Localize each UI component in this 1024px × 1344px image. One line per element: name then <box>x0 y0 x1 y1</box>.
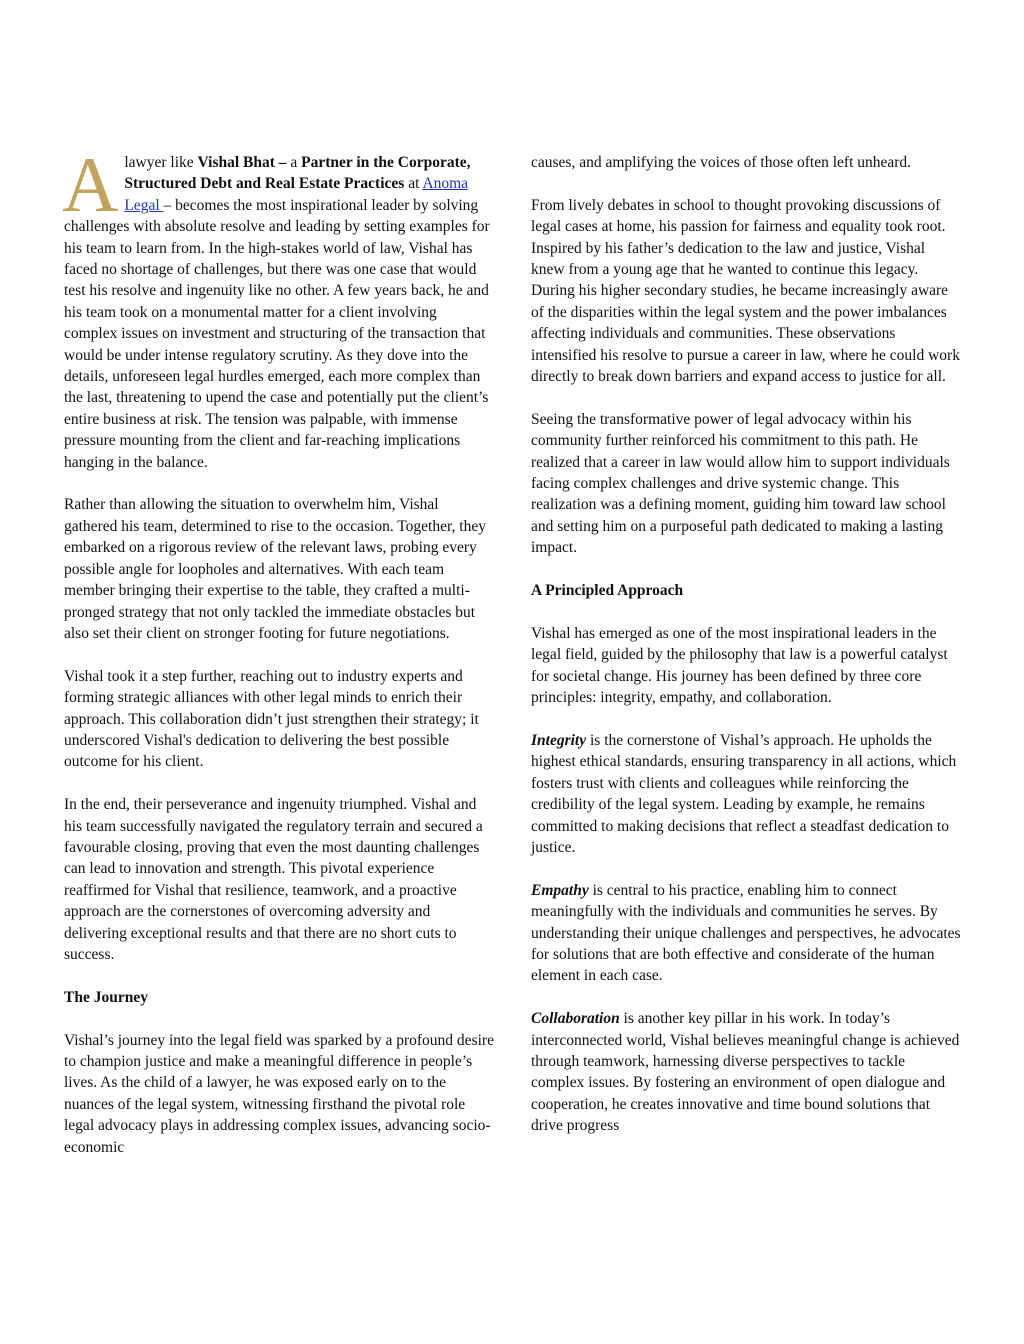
empathy-term: Empathy <box>531 881 589 899</box>
person-name: Vishal Bhat – <box>197 154 287 171</box>
empathy-paragraph <box>531 880 962 987</box>
section-heading: The Journey <box>64 988 148 1006</box>
paragraph: Vishal took it a step further, reaching out to industry experts and forming strategic alliances with other legal minds to enrich their approach. This collaboration didn’t just strengthen their strategy; it underscored Vishal's dedication to delivering the best possible outcome for his client. <box>64 667 479 771</box>
paragraph: Vishal’s journey into the legal field was sparked by a profound desire to champion justice and make a meaningful difference in people’s lives. As the child of a lawyer, he was exposed early on to the nuances of the legal system, witnessing firsthand the pivotal role legal advocacy plays in addressing complex issues, advancing socio-economic <box>64 1031 494 1156</box>
paragraph: In the end, their perseverance and ingenuity triumphed. Vishal and his team successfully navigated the regulatory terrain and secured a favourable closing, proving that even the most daunting challenges can lead to innovation and strength. This pivotal experience reaffirmed for Vishal that resilience, teamwork, and a proactive approach are the cornerstones of overcoming adversity and delivering exceptional results and that there are no short cuts to success. <box>64 796 483 963</box>
collaboration-paragraph <box>531 1008 962 1136</box>
collaboration-term: Collaboration <box>531 1010 620 1028</box>
firm-link[interactable]: Anoma Legal <box>124 175 469 214</box>
left-column <box>62 141 494 1179</box>
intro-text: lawyer like <box>124 154 198 171</box>
empathy-text: is central to his practice, enabling him to connect meaningfully with the individuals and communities he serves. By understanding their unique challenges and perspectives, he advocates for solutions that are both effective and considerate of the human element in each case. <box>531 881 961 985</box>
integrity-term: Integrity <box>531 731 587 749</box>
right-column <box>531 152 962 1158</box>
intro-text: – becomes the most inspirational leader by solving challenges with absolute resolve and leading by setting examples for his team to learn from. In the high-stakes world of law, Vishal has faced no shortage of challenges, but there was one case that would test his resolve and ingenuity like no other. A few years back, he and his team took on a monumental matter for a client involving complex issues on investment and structuring of the transaction that would be under intense regulatory scrutiny. As they dove into the details, unforeseen legal hurdles emerged, each more complex than the last, threatening to upend the case and potentially put the client’s entire business at risk. The tension was palpable, with immense pressure mounting from the client and far-reaching implications hanging in the balance. <box>64 196 490 471</box>
paragraph: Seeing the transformative power of legal advocacy within his community further reinforced his commitment to this path. He realized that a career in law would allow him to support individuals facing complex challenges and drive systemic change. This realization was a defining moment, guiding him toward law school and setting him on a purposeful path dedicated to making a lasting impact. <box>531 410 950 557</box>
paragraph: Rather than allowing the situation to overwhelm him, Vishal gathered his team, determined to rise to the occasion. Together, they embarked on a rigorous review of the relevant laws, probing every possible angle for loopholes and alternatives. With each team member bringing their expertise to the table, they crafted a multi-pronged strategy that not only tackled the immediate obstacles but also set their client on stronger footing for future negotiations. <box>64 496 486 642</box>
integrity-text: is the cornerstone of Vishal’s approach. He upholds the highest ethical standards, ensuring transparency in all actions, which fosters trust with clients and colleagues while reinforcing the credibility of the legal system. Leading by example, he remains committed to making decisions that reflect a steadfast dedication to justice. <box>531 731 957 856</box>
paragraph: Vishal has emerged as one of the most inspirational leaders in the legal field, guided by the philosophy that law is a powerful catalyst for societal change. His journey has been defined by three core principles: integrity, empathy, and collaboration. <box>531 624 948 707</box>
intro-text: at <box>404 175 423 193</box>
drop-cap: A <box>62 141 119 228</box>
person-role: Partner in the Corporate, Structured Debt and Real Estate Practices <box>124 154 471 193</box>
intro-text: a <box>286 154 302 171</box>
intro-paragraph <box>62 141 494 473</box>
paragraph: From lively debates in school to thought provoking discussions of legal cases at home, his passion for fairness and equality took root. Inspired by his father’s dedication to the law and justice, Vishal knew from a young age that he wanted to continue this legacy. During his higher secondary studies, he became increasingly aware of the disparities within the legal system and the power imbalances affecting individuals and communities. These observations intensified his resolve to pursue a career in law, where he could work directly to break down barriers and expand access to justice for all. <box>531 196 960 386</box>
collaboration-text: is another key pillar in his work. In today’s interconnected world, Vishal believes meaningful change is achieved through teamwork, harnessing diverse perspectives to tackle complex issues. By fostering an environment of open dialogue and cooperation, he creates innovative and time bound solutions that drive progress <box>531 1010 960 1135</box>
paragraph: causes, and amplifying the voices of those often left unheard. <box>531 154 912 171</box>
section-heading: A Principled Approach <box>531 582 684 600</box>
integrity-paragraph <box>531 730 962 858</box>
